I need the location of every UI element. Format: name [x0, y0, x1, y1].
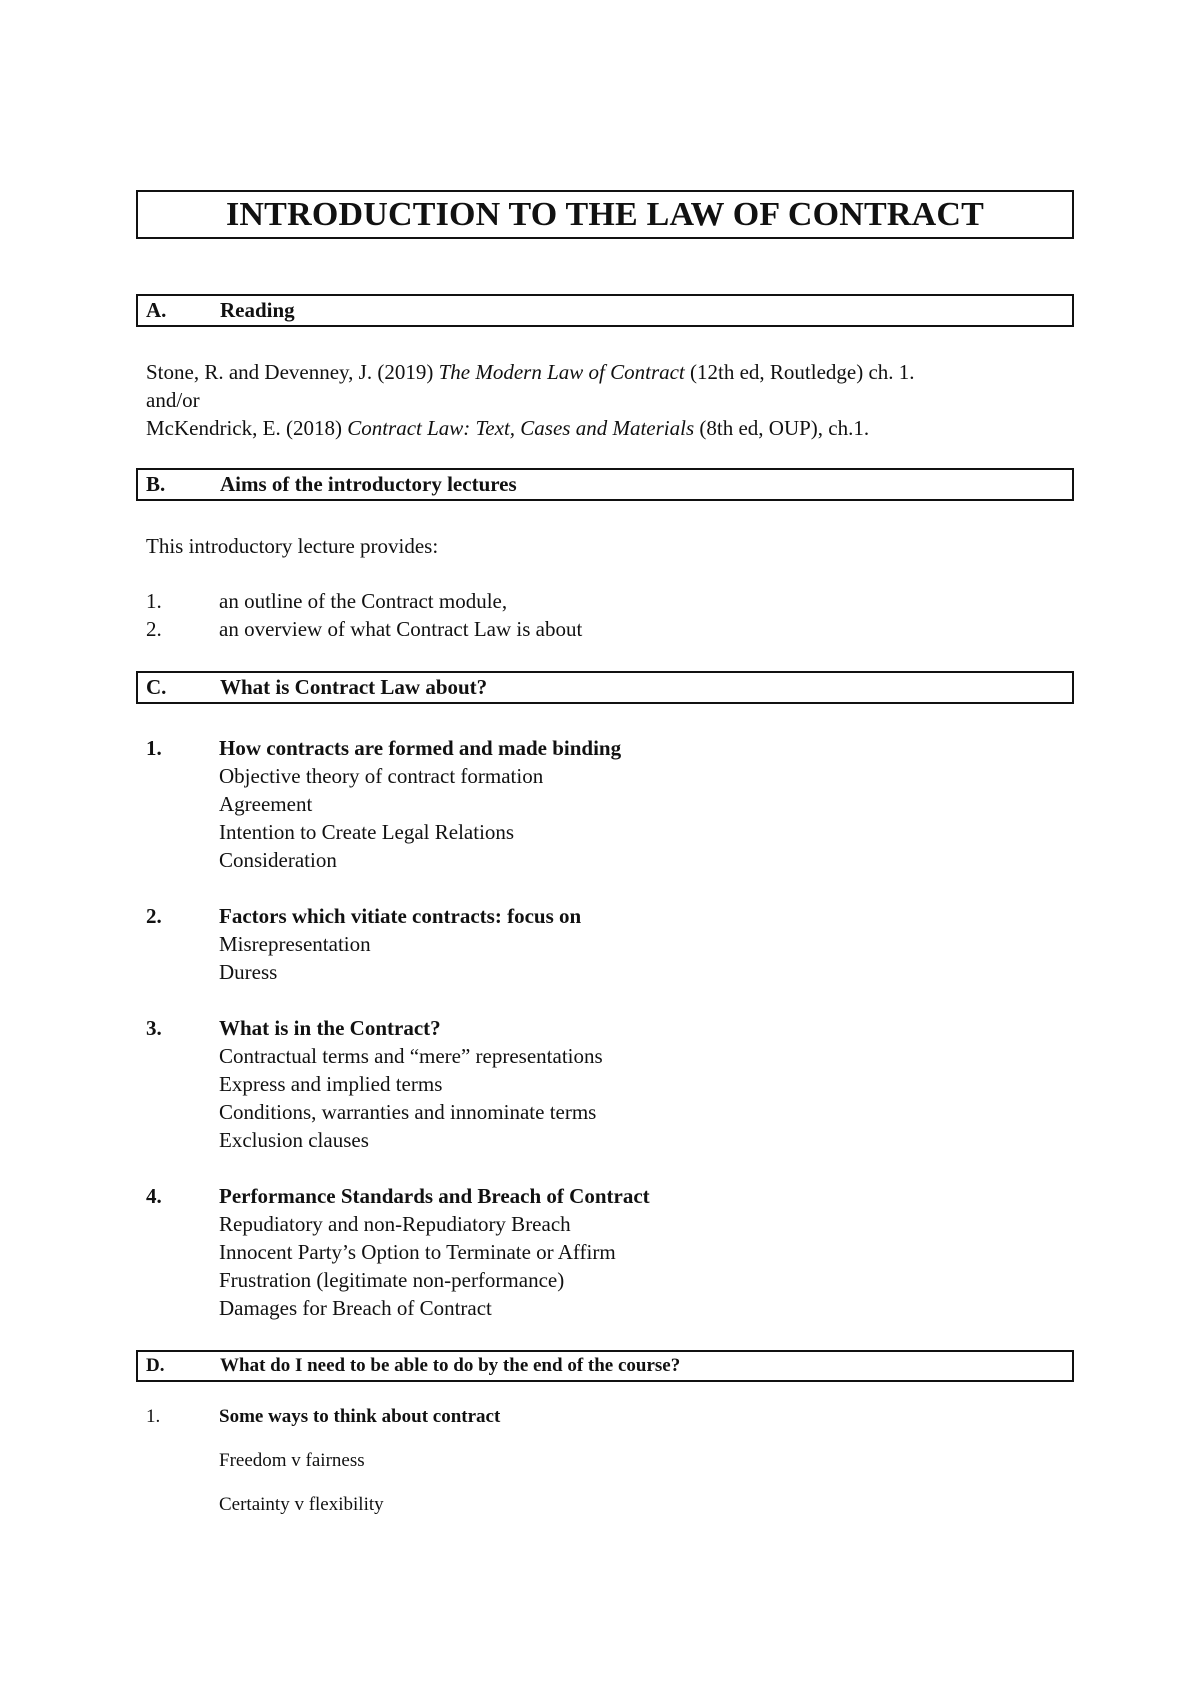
list-item: Certainty v flexibility [219, 1494, 384, 1515]
list-item: Intention to Create Legal Relations [219, 820, 515, 844]
group-heading: Some ways to think about contract [219, 1406, 501, 1427]
group-heading: What is in the Contract? [219, 1016, 441, 1040]
list-item: Misrepresentation [219, 932, 371, 956]
reading-reference-2 [146, 414, 869, 442]
document-title: INTRODUCTION TO THE LAW OF CONTRACT [226, 195, 984, 233]
section-a-header [136, 294, 1074, 327]
title-box [136, 190, 1074, 239]
list-item: Objective theory of contract formation [219, 764, 544, 788]
list-item: Agreement [219, 792, 313, 816]
group-number: 3. [146, 1016, 162, 1040]
section-title: Reading [220, 298, 295, 322]
section-title: What is Contract Law about? [220, 675, 488, 699]
ref-book-title: Contract Law: Text, Cases and Materials [347, 416, 695, 440]
section-c-header [136, 671, 1074, 704]
list-number: 1. [146, 1406, 161, 1427]
group-heading: Factors which vitiate contracts: focus on [219, 904, 582, 928]
list-item: an outline of the Contract module, [219, 589, 508, 613]
group-number: 4. [146, 1184, 162, 1208]
list-item: Conditions, warranties and innominate terms [219, 1100, 597, 1124]
section-b-header [136, 468, 1074, 501]
list-item: Frustration (legitimate non-performance) [219, 1268, 565, 1292]
aims-intro: This introductory lecture provides: [146, 534, 439, 558]
group-number: 2. [146, 904, 162, 928]
reading-reference-1 [146, 358, 915, 386]
list-item: an overview of what Contract Law is about [219, 617, 583, 641]
list-item: Duress [219, 960, 278, 984]
section-title: Aims of the introductory lectures [220, 472, 517, 496]
section-letter: A. [146, 298, 167, 322]
list-item: Express and implied terms [219, 1072, 443, 1096]
group-number: 1. [146, 736, 162, 760]
list-item: Exclusion clauses [219, 1128, 369, 1152]
list-item: Innocent Party’s Option to Terminate or Affirm [219, 1240, 616, 1264]
section-letter: B. [146, 472, 166, 496]
list-item: Freedom v fairness [219, 1450, 365, 1471]
section-title: What do I need to be able to do by the end of the course? [220, 1355, 681, 1376]
reading-andor: and/or [146, 388, 200, 412]
group-heading: Performance Standards and Breach of Contract [219, 1184, 650, 1208]
list-item: Contractual terms and “mere” representations [219, 1044, 603, 1068]
ref-authors: Stone, R. and Devenney, J. (2019) [146, 360, 439, 384]
ref-details: (12th ed, Routledge) ch. 1. [684, 360, 915, 384]
list-number: 2. [146, 617, 162, 641]
list-item: Repudiatory and non-Repudiatory Breach [219, 1212, 571, 1236]
section-letter: D. [146, 1355, 165, 1376]
section-d-header [136, 1350, 1074, 1382]
ref-book-title: The Modern Law of Contract [438, 360, 685, 384]
ref-authors: McKendrick, E. (2018) [146, 416, 348, 440]
section-letter: C. [146, 675, 167, 699]
list-item: Consideration [219, 848, 337, 872]
list-number: 1. [146, 589, 162, 613]
ref-details: (8th ed, OUP), ch.1. [694, 416, 870, 440]
group-heading: How contracts are formed and made binding [219, 736, 622, 760]
list-item: Damages for Breach of Contract [219, 1296, 492, 1320]
